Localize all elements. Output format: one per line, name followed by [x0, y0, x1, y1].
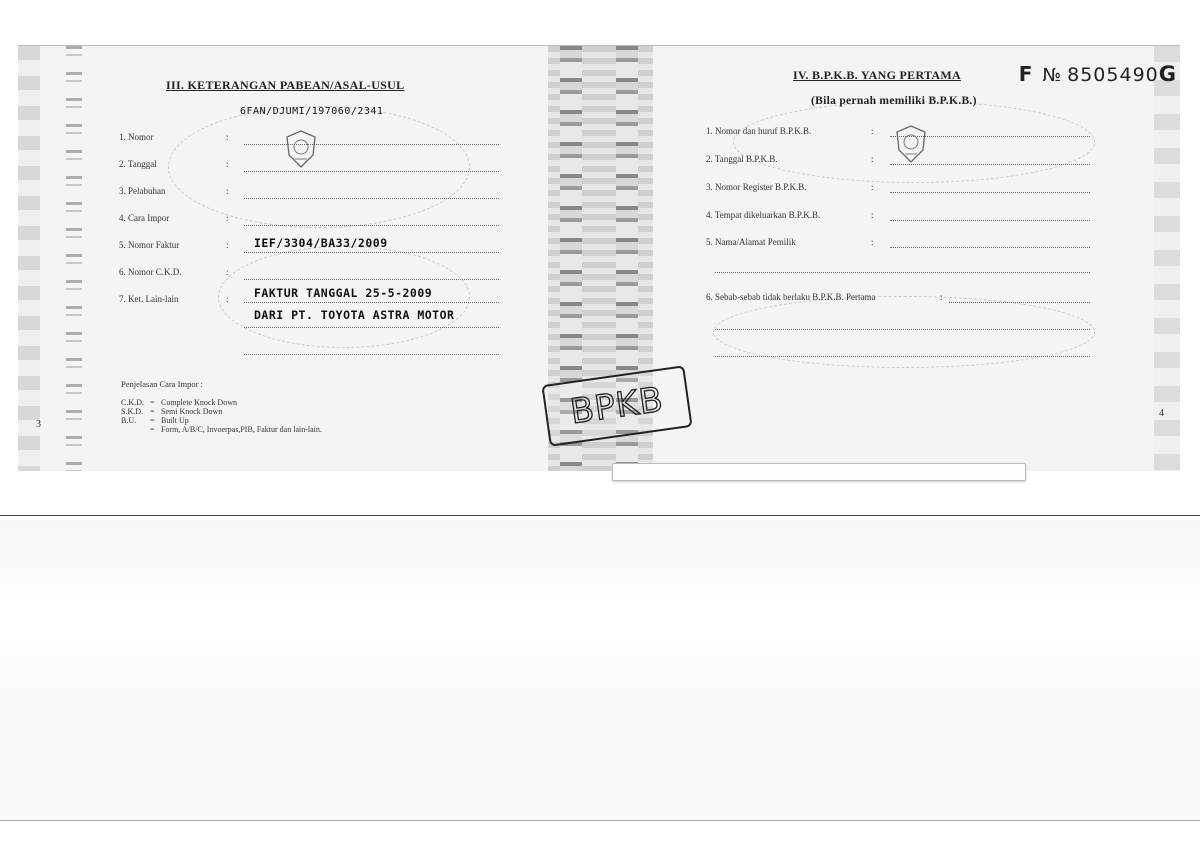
field-sebab-line-2 — [715, 329, 1090, 330]
field-nomor-huruf-line — [890, 136, 1090, 137]
field-pelabuhan-line — [244, 198, 499, 199]
left-page: III. KETERANGAN PABEAN/ASAL-USUL 6FAN/DJUMI/197060/2341 1. Nomor : 2. Tanggal : 3. Pelabuhan : 4. Cara Impor : 5. Nomor Faktur : IEF/3304/BA33/2009 6. Nomor C.K.D. : 7. Ket. Lain-lain : FAKTUR TANGGAL 25-5-2009 DARI PT. TOYOTA ASTRA MOTOR Penjelasan Cara Impor : C.K.D. = Complete Knock Down S.K.D. = Semi Knock Down B.U. = Built Up = Form, A/B/C, Invoerpas,PIB, Faktur dan lain-lain. 3 — [18, 46, 548, 471]
explanation-eq: = — [150, 416, 155, 425]
bpkb-stamp: BPKB — [541, 365, 692, 446]
explanation-ckd-abbr: C.K.D. — [121, 398, 144, 407]
explanation-skd-abbr: S.K.D. — [121, 407, 144, 416]
explanation-eq: = — [150, 398, 155, 407]
left-security-pattern — [66, 46, 82, 471]
field-nama-alamat-line-2 — [715, 272, 1090, 273]
guilloche-pattern — [713, 296, 1095, 368]
scan-blank-area — [0, 520, 1200, 820]
field-nomor-huruf-bpkb: 1. Nomor dan huruf B.P.K.B. — [706, 126, 812, 136]
field-nomor-faktur-line — [244, 252, 499, 253]
left-page-edge-pattern — [18, 46, 40, 471]
guilloche-pattern — [168, 106, 470, 228]
field-ket-line-3 — [244, 354, 499, 355]
field-sebab-line — [949, 302, 1090, 303]
serial-number — [1019, 62, 1176, 86]
right-page-edge-pattern — [1154, 46, 1180, 471]
field-nomor-register-line — [890, 192, 1090, 193]
section-title-customs: III. KETERANGAN PABEAN/ASAL-USUL — [166, 78, 405, 92]
paper-strip — [612, 463, 1026, 481]
field-nomor-faktur: 5. Nomor Faktur — [119, 240, 180, 250]
field-pelabuhan: 3. Pelabuhan — [119, 186, 166, 196]
serial-series: F — [1018, 62, 1033, 86]
explanation-form-text: Form, A/B/C, Invoerpas,PIB, Faktur dan lain-lain. — [161, 425, 322, 434]
field-nama-alamat: 5. Nama/Alamat Pemilik — [706, 237, 796, 247]
explanation-bu-text: Built Up — [161, 416, 189, 425]
right-page: IV. B.P.K.B. YANG PERTAMA F № 8505490G (Bila pernah memiliki B.P.K.B.) 1. Nomor dan huruf B.P.K.B. : 2. Tanggal B.P.K.B. : 3. Nomor Register B.P.K.B. : 4. Tempat dikeluarkan B.P.K.B. : 5. Nama/Alamat Pemilik : 6. Sebab-sebab tidak berlaku B.P.K.B. Pertama : 4 — [653, 46, 1180, 471]
field-ket-lain-lain: 7. Ket. Lain-lain — [119, 294, 179, 304]
field-ket-lain-lain-line — [244, 302, 499, 303]
field-nomor-ckd-line — [244, 279, 499, 280]
explanation-skd-text: Semi Knock Down — [161, 407, 223, 416]
field-nomor-register: 3. Nomor Register B.P.K.B. — [706, 182, 807, 192]
serial-suffix: G — [1158, 62, 1176, 86]
field-nomor: 1. Nomor — [119, 132, 154, 142]
field-tempat-line — [890, 220, 1090, 221]
explanation-title: Penjelasan Cara Impor : — [121, 379, 203, 389]
field-nomor-ckd: 6. Nomor C.K.D. — [119, 267, 182, 277]
field-tanggal-bpkb: 2. Tanggal B.P.K.B. — [706, 154, 778, 164]
explanation-bu-abbr: B.U. — [121, 416, 137, 425]
field-ket-lain-lain-value-2: DARI PT. TOYOTA ASTRA MOTOR — [254, 308, 455, 322]
section-title-first-bpkb: IV. B.P.K.B. YANG PERTAMA — [793, 68, 961, 82]
field-sebab-line-3 — [715, 356, 1090, 357]
page-number-left: 3 — [36, 419, 41, 430]
field-sebab-tidak-berlaku: 6. Sebab-sebab tidak berlaku B.P.K.B. Pertama — [706, 292, 876, 302]
scan-edge-line — [0, 515, 1200, 516]
scan-edge-line — [0, 820, 1200, 821]
field-cara-impor-line — [244, 225, 499, 226]
field-tanggal: 2. Tanggal — [119, 159, 157, 169]
field-ket-line-2 — [244, 327, 499, 328]
field-nomor-line — [244, 144, 499, 145]
field-ket-lain-lain-value: FAKTUR TANGGAL 25-5-2009 — [254, 286, 433, 300]
field-tanggal-bpkb-line — [890, 164, 1090, 165]
police-emblem-icon — [283, 129, 319, 169]
serial-no-symbol: № — [1042, 65, 1062, 86]
field-nama-alamat-line — [890, 247, 1090, 248]
serial-number-value: 8505490 — [1067, 64, 1159, 86]
explanation-ckd-text: Complete Knock Down — [161, 398, 237, 407]
top-handwritten-note: 6FAN/DJUMI/197060/2341 — [240, 106, 384, 117]
page-number-right: 4 — [1159, 408, 1164, 419]
right-subtitle: (Bila pernah memiliki B.P.K.B.) — [811, 95, 977, 107]
explanation-eq: = — [150, 425, 155, 434]
field-tanggal-line — [244, 171, 499, 172]
explanation-eq: = — [150, 407, 155, 416]
field-nomor-faktur-value: IEF/3304/BA33/2009 — [254, 236, 388, 250]
field-cara-impor: 4. Cara Impor — [119, 213, 170, 223]
police-emblem-icon — [893, 124, 929, 164]
field-tempat-dikeluarkan: 4. Tempat dikeluarkan B.P.K.B. — [706, 210, 821, 220]
